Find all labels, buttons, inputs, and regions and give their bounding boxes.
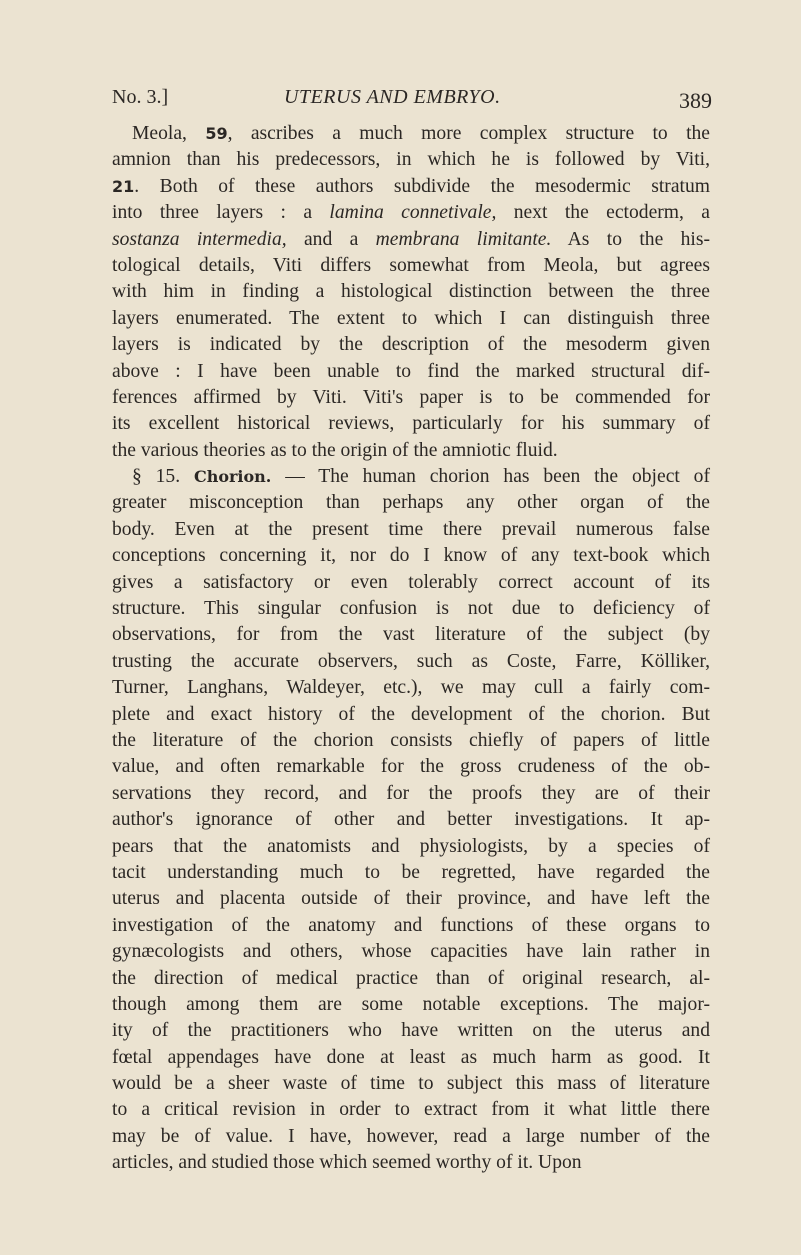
- text-line: [112, 1097, 710, 1123]
- text-line: [112, 332, 710, 358]
- text-line: [112, 359, 710, 385]
- text-run: structure. This singular confusion is not due to deficiency of: [112, 598, 710, 620]
- text-run: greater misconception than perhaps any other organ of the: [112, 492, 710, 514]
- text-run: the direction of medical practice than of original research, al-: [112, 967, 710, 989]
- text-run: trusting the accurate observers, such as Coste, Farre, Kölliker,: [112, 650, 710, 672]
- text-run: would be a sheer waste of time to subject this mass of literature: [112, 1073, 710, 1095]
- text-line: [112, 596, 710, 622]
- text-line: [112, 464, 710, 490]
- text-run: the various theories as to the origin of the amniotic fluid.: [112, 439, 558, 461]
- text-line: [112, 279, 710, 305]
- text-run: gynæcologists and others, whose capacities have lain rather in: [112, 941, 710, 963]
- text-run: uterus and placenta outside of their province, and have left the: [112, 888, 710, 910]
- text-line: [112, 200, 710, 226]
- text-line: [112, 174, 710, 200]
- text-run: articles, and studied those which seemed worthy of it. Upon: [112, 1152, 582, 1174]
- text-run: ity of the practitioners who have written on the uterus and: [112, 1020, 710, 1042]
- running-head: [112, 86, 712, 114]
- text-run: Turner, Langhans, Waldeyer, etc.), we may cull a fairly com-: [112, 677, 710, 699]
- text-line: [112, 913, 710, 939]
- text-run: its excellent historical reviews, particularly for his summary of: [112, 413, 710, 435]
- text-line: [112, 147, 710, 173]
- text-line: [112, 253, 710, 279]
- text-line: [112, 227, 710, 253]
- text-run: tological details, Viti differs somewhat from Meola, but agrees: [112, 254, 710, 276]
- text-run: layers enumerated. The extent to which I can distinguish three: [112, 307, 710, 329]
- italic-term: sostanza intermedia,: [112, 228, 287, 250]
- text-run: — The human chorion has been the object of: [271, 466, 710, 488]
- text-line: [112, 306, 710, 332]
- text-line: [112, 517, 710, 543]
- text-run: As to the his-: [551, 228, 711, 250]
- text-run: observations, for from the vast literature of the subject (by: [112, 624, 710, 646]
- text-run: plete and exact history of the development of the chorion. But: [112, 703, 710, 725]
- text-run: layers is indicated by the description of the mesoderm given: [112, 334, 710, 356]
- text-line: [112, 411, 710, 437]
- text-line: [112, 781, 710, 807]
- text-line: [112, 1045, 710, 1071]
- text-line: [112, 886, 710, 912]
- text-run: into three layers : a: [112, 202, 330, 224]
- text-line: [112, 1071, 710, 1097]
- text-run: value, and often remarkable for the gross crudeness of the ob-: [112, 756, 710, 778]
- text-line: [112, 1124, 710, 1150]
- page-number: 389: [679, 88, 712, 113]
- text-line: [112, 807, 710, 833]
- italic-term: membrana limitante.: [375, 228, 552, 250]
- text-line: [112, 1150, 710, 1176]
- text-line: [112, 121, 710, 147]
- text-line: [112, 702, 710, 728]
- text-line: [112, 490, 710, 516]
- section-heading: Chorion.: [193, 467, 272, 487]
- text-run: next the ectoderm, a: [496, 202, 711, 224]
- reference-number: 21: [112, 176, 135, 196]
- text-run: . Both of these authors subdivide the mesodermic stratum: [134, 175, 710, 197]
- text-run: conceptions concerning it, nor do I know of any text-book which: [112, 545, 710, 567]
- body-text: [112, 121, 710, 1177]
- text-line: [112, 438, 710, 464]
- issue-number: No. 3.]: [112, 86, 169, 108]
- text-run: body. Even at the present time there prevail numerous false: [112, 518, 710, 540]
- text-line: [112, 992, 710, 1018]
- text-run: investigation of the anatomy and functions of these organs to: [112, 914, 710, 936]
- text-run: the literature of the chorion consists chiefly of papers of little: [112, 729, 710, 751]
- text-line: [112, 1018, 710, 1044]
- text-run: though among them are some notable exceptions. The major-: [112, 993, 710, 1015]
- text-line: [112, 570, 710, 596]
- text-run: Meola,: [132, 123, 206, 144]
- text-run: gives a satisfactory or even tolerably correct account of its: [112, 571, 710, 593]
- text-line: [112, 543, 710, 569]
- text-run: may be of value. I have, however, read a large number of the: [112, 1125, 710, 1147]
- text-run: above : I have been unable to find the marked structural dif-: [112, 360, 710, 382]
- reference-number: 59: [205, 124, 228, 143]
- text-line: [112, 675, 710, 701]
- text-line: [112, 939, 710, 965]
- text-run: pears that the anatomists and physiologists, by a species of: [112, 835, 710, 857]
- text-run: amnion than his predecessors, in which he is followed by Viti,: [112, 149, 710, 171]
- text-run: § 15.: [132, 466, 194, 488]
- text-line: [112, 622, 710, 648]
- text-run: servations they record, and for the proofs they are of their: [112, 782, 710, 804]
- text-run: and a: [286, 228, 376, 250]
- text-line: [112, 834, 710, 860]
- text-run: with him in finding a histological distinction between the three: [112, 281, 710, 303]
- text-run: to a critical revision in order to extract from it what little there: [112, 1099, 710, 1121]
- italic-term: lamina connetivale,: [329, 202, 497, 224]
- text-run: ferences affirmed by Viti. Viti's paper is to be commended for: [112, 386, 710, 408]
- text-line: [112, 728, 710, 754]
- text-run: , ascribes a much more complex structure to the: [227, 123, 711, 144]
- text-line: [112, 860, 710, 886]
- text-line: [112, 385, 710, 411]
- text-run: fœtal appendages have done at least as much harm as good. It: [112, 1046, 710, 1068]
- text-run: tacit understanding much to be regretted, have regarded the: [112, 861, 710, 883]
- running-title: UTERUS AND EMBRYO.: [284, 86, 501, 108]
- text-line: [112, 966, 710, 992]
- text-line: [112, 649, 710, 675]
- text-line: [112, 754, 710, 780]
- text-run: author's ignorance of other and better investigations. It ap-: [112, 809, 710, 831]
